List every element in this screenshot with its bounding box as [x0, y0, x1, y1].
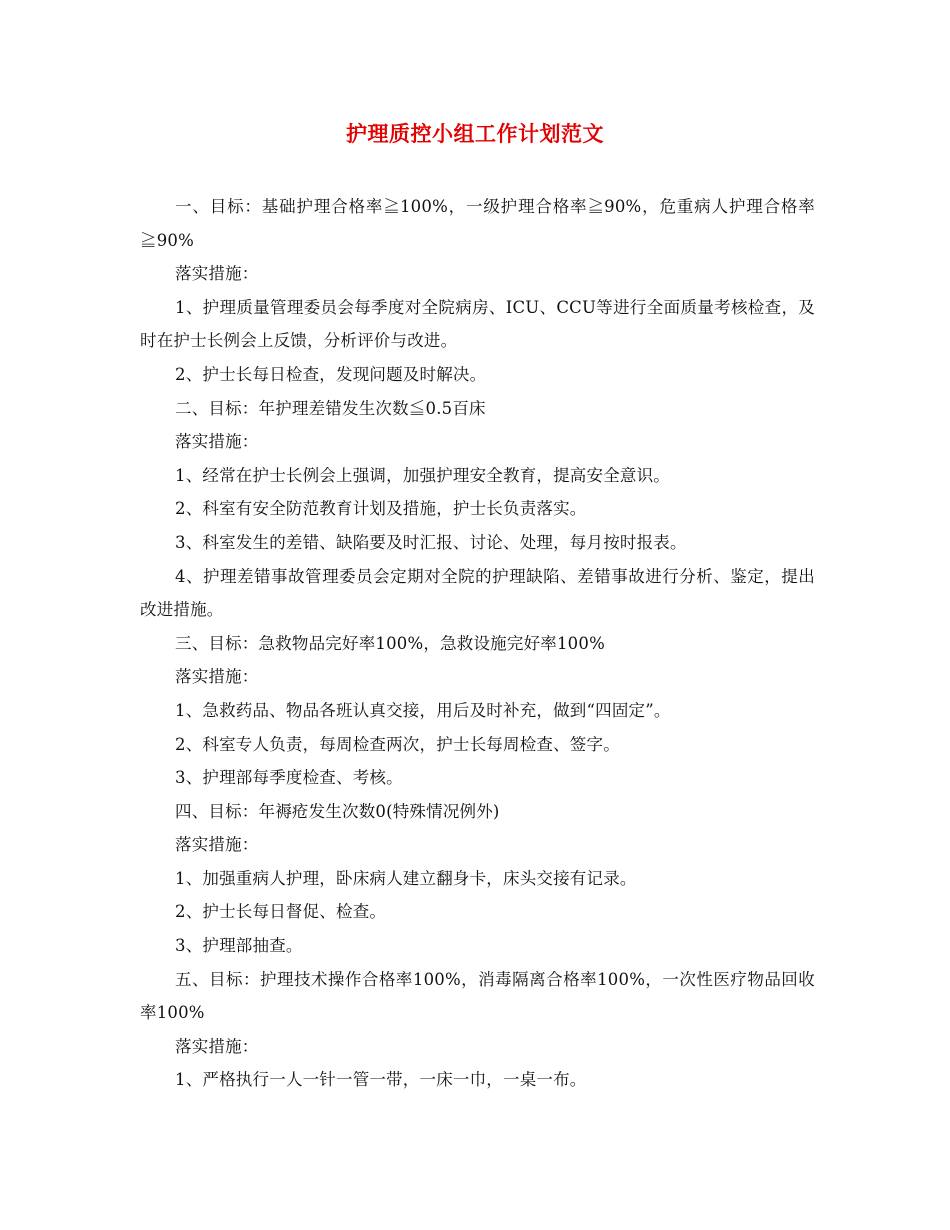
paragraph: 2、科室有安全防范教育计划及措施，护士长负责落实。: [175, 499, 587, 519]
paragraph: 1、急救药品、物品各班认真交接，用后及时补充，做到“四固定”。: [175, 700, 671, 720]
paragraph: 一、目标：基础护理合格率≧100%，一级护理合格率≧90%，危重病人护理合格率≧90%: [140, 197, 815, 250]
paragraph: 二、目标：年护理差错发生次数≦0.5百床: [175, 398, 486, 418]
document-body: [140, 190, 815, 1097]
paragraph: 3、护理部抽查。: [175, 936, 303, 956]
paragraph: 三、目标：急救物品完好率100%，急救设施完好率100%: [175, 633, 605, 653]
paragraph: 落实措施：: [175, 1036, 259, 1056]
paragraph: 2、科室专人负责，每周检查两次，护士长每周检查、签字。: [175, 734, 620, 754]
document-title: 护理质控小组工作计划范文: [346, 121, 604, 146]
paragraph: 3、科室发生的差错、缺陷要及时汇报、讨论、处理，每月按时报表。: [175, 532, 687, 552]
paragraph: 1、经常在护士长例会上强调，加强护理安全教育，提高安全意识。: [175, 465, 670, 485]
paragraph: 2、护士长每日督促、检查。: [175, 902, 387, 922]
paragraph: 落实措施：: [175, 264, 259, 284]
paragraph: 4、护理差错事故管理委员会定期对全院的护理缺陷、差错事故进行分析、鉴定，提出改进措施。: [140, 566, 815, 620]
paragraph: 3、护理部每季度检查、考核。: [175, 768, 403, 788]
paragraph: 2、护士长每日检查，发现问题及时解决。: [175, 364, 487, 384]
paragraph: 落实措施：: [175, 667, 259, 687]
paragraph: 1、加强重病人护理，卧床病人建立翻身卡，床头交接有记录。: [175, 868, 637, 888]
paragraph: 五、目标：护理技术操作合格率100%，消毒隔离合格率100%，一次性医疗物品回收率100%: [140, 969, 815, 1023]
paragraph: 落实措施：: [175, 835, 259, 855]
paragraph: 1、护理质量管理委员会每季度对全院病房、ICU、CCU等进行全面质量考核检查，及时在护士长例会上反馈，分析评价与改进。: [140, 297, 815, 351]
paragraph: 落实措施：: [175, 432, 259, 452]
paragraph: 四、目标：年褥疮发生次数0(特殊情况例外): [175, 801, 500, 821]
paragraph: 1、严格执行一人一针一管一带，一床一巾，一桌一布。: [175, 1070, 587, 1090]
